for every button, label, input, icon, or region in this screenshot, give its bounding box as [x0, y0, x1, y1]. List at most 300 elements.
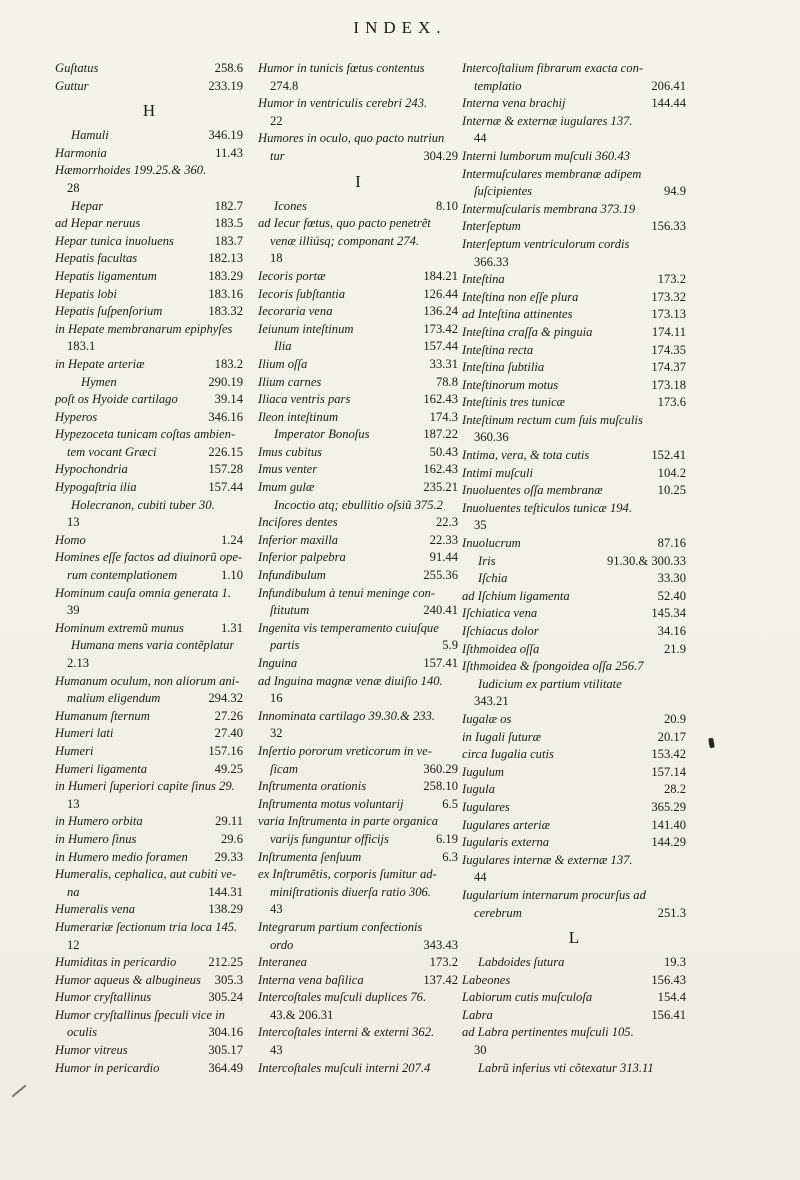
- entry-continuation-text: 13: [67, 796, 80, 811]
- entry-page-ref: 78.8: [435, 374, 458, 389]
- entry-term: Intimi muſculi: [462, 465, 534, 480]
- entry-term: in Hepate membranarum epiphyſes: [55, 321, 233, 336]
- entry-term: Humor vitreus: [55, 1043, 128, 1058]
- index-entry: [55, 585, 243, 603]
- entry-term: Hepar tunica inuoluens: [55, 233, 174, 248]
- entry-term: Humerariæ ſectionum tria loca 145.: [55, 919, 238, 934]
- entry-page-ref: 174.37: [651, 360, 686, 375]
- index-entry-continuation: [462, 869, 686, 887]
- entry-term: Humor in pericardio: [55, 1060, 160, 1075]
- entry-term: ad Inguina magnæ venæ diuiſio 140.: [258, 673, 443, 688]
- entry-continuation-text: 183.1: [67, 339, 96, 354]
- index-column-2: [258, 60, 458, 1077]
- index-entry: [258, 321, 458, 339]
- entry-term: Labrũ inferius vti cõtexatur 313.11: [478, 1060, 654, 1075]
- index-entry: [55, 761, 243, 779]
- index-entry: [55, 972, 243, 990]
- entry-term: Humor in ventriculis cerebri 243.: [258, 96, 428, 111]
- index-entry: [462, 113, 686, 131]
- entry-continuation-text: 360.36: [474, 430, 509, 445]
- entry-term: Inferior palpebra: [258, 550, 346, 565]
- entry-page-ref: 152.41: [651, 448, 686, 463]
- entry-page-ref: 173.18: [651, 377, 686, 392]
- entry-page-ref: 10.25: [657, 483, 686, 498]
- entry-page-ref: 20.17: [657, 729, 686, 744]
- entry-term: Inferior maxilla: [258, 532, 339, 547]
- entry-continuation-text: 39: [67, 603, 80, 618]
- entry-term: Inciſores dentes: [258, 515, 338, 530]
- entry-page-ref: 174.35: [651, 342, 686, 357]
- entry-term: Guttur: [55, 78, 89, 93]
- entry-term: Interna vena brachij: [462, 96, 566, 111]
- entry-page-ref: 343.43: [423, 937, 458, 952]
- index-entry-continuation: [258, 233, 458, 251]
- entry-page-ref: 154.4: [657, 990, 686, 1005]
- index-entry: [462, 60, 686, 78]
- entry-continuation-text: 22: [270, 113, 283, 128]
- entry-continuation-text: tur: [270, 148, 285, 163]
- entry-page-ref: 20.9: [663, 711, 686, 726]
- index-entry-continuation: [462, 517, 686, 535]
- index-entry: [55, 532, 243, 550]
- entry-page-ref: 364.49: [208, 1060, 243, 1075]
- entry-page-ref: 5.9: [442, 638, 458, 653]
- entry-term: Interanea: [258, 955, 307, 970]
- entry-page-ref: 173.6: [657, 395, 686, 410]
- entry-term: in Humero medio foramen: [55, 849, 188, 864]
- entry-page-ref: 1.10: [220, 568, 243, 583]
- index-entry-continuation: [258, 831, 458, 849]
- entry-continuation-text: 13: [67, 515, 80, 530]
- index-entry: [258, 444, 458, 462]
- entry-term: Labeones: [462, 972, 511, 987]
- entry-term: Humor in tunicis fœtus contentus: [258, 61, 425, 75]
- index-entry: [55, 356, 243, 374]
- index-entry: [258, 989, 458, 1007]
- entry-term: in Humero orbita: [55, 814, 143, 829]
- entry-term: Infundibulum: [258, 568, 326, 583]
- entry-term: Humana mens varia contẽplatur: [71, 638, 235, 653]
- entry-continuation-text: miniſtrationis diuerſa ratio 306.: [270, 884, 431, 899]
- entry-continuation-text: ſtitutum: [270, 603, 310, 618]
- entry-page-ref: 173.32: [651, 289, 686, 304]
- index-entry: [55, 1042, 243, 1060]
- entry-term: Labiorum cutis muſculoſa: [462, 990, 593, 1005]
- index-entry: [55, 620, 243, 638]
- entry-term: Intima, vera, & tota cutis: [462, 448, 590, 463]
- index-entry: [258, 268, 458, 286]
- entry-term: Labra: [462, 1007, 493, 1022]
- index-entry-continuation: [258, 690, 458, 708]
- entry-page-ref: 157.44: [423, 339, 458, 354]
- entry-term: Iſchiatica vena: [462, 606, 538, 621]
- index-entry: [462, 271, 686, 289]
- entry-page-ref: 173.2: [657, 272, 686, 287]
- entry-term: Hypochondria: [55, 462, 128, 477]
- entry-continuation-text: 44: [474, 870, 487, 885]
- entry-page-ref: 183.5: [214, 216, 243, 231]
- entry-page-ref: 126.44: [423, 286, 458, 301]
- entry-continuation-text: 28: [67, 180, 80, 195]
- entry-continuation-text: templatio: [474, 78, 522, 93]
- index-entry: [55, 813, 243, 831]
- index-entry: [462, 799, 686, 817]
- entry-term: Iugularis externa: [462, 835, 550, 850]
- entry-page-ref: 365.29: [651, 799, 686, 814]
- entry-term: Interſeptum: [462, 219, 521, 234]
- entry-term: Inuoluentes teſticulos tunicæ 194.: [462, 500, 632, 515]
- index-entry: [55, 321, 243, 339]
- entry-term: Imum gulæ: [258, 480, 315, 495]
- entry-page-ref: 258.6: [214, 61, 243, 75]
- entry-page-ref: 157.14: [651, 764, 686, 779]
- index-entry: [462, 1007, 686, 1025]
- index-entry: [462, 166, 686, 184]
- entry-continuation-text: ordo: [270, 937, 294, 952]
- entry-continuation-text: 44: [474, 131, 487, 146]
- entry-continuation-text: oculis: [67, 1025, 98, 1040]
- entry-term: Intermuſcularis membrana 373.19: [462, 201, 636, 216]
- entry-term: Inſtrumenta motus voluntarij: [258, 796, 404, 811]
- index-entry-continuation: [55, 514, 243, 532]
- entry-term: Humor aqueus & albugineus: [55, 972, 201, 987]
- entry-term: Inteſtina non eſſe plura: [462, 289, 579, 304]
- entry-term: Humiditas in pericardio: [55, 955, 177, 970]
- index-entry: [55, 233, 243, 251]
- index-entry: [258, 356, 458, 374]
- index-entry: [462, 834, 686, 852]
- entry-page-ref: 11.43: [215, 145, 243, 160]
- index-entry-continuation: [258, 148, 458, 166]
- entry-page-ref: 27.40: [214, 726, 243, 741]
- index-entry: [462, 852, 686, 870]
- entry-term: Internæ & externæ iugulares 137.: [462, 113, 633, 128]
- entry-page-ref: 174.11: [651, 324, 686, 339]
- entry-term: Interna vena baſilica: [258, 972, 364, 987]
- entry-page-ref: 39.14: [214, 392, 243, 407]
- index-entry: [462, 289, 686, 307]
- index-entry-continuation: [55, 655, 243, 673]
- entry-page-ref: 104.2: [657, 465, 686, 480]
- entry-term: Intercoſtales muſculi interni 207.4: [258, 1060, 431, 1075]
- index-entry: [462, 588, 686, 606]
- page-crease-mark: [11, 1084, 26, 1097]
- entry-page-ref: 136.24: [423, 304, 458, 319]
- entry-page-ref: 33.30: [657, 571, 686, 586]
- entry-term: Icones: [274, 198, 307, 213]
- entry-term: Intercoſtalium fibrarum exacta con-: [462, 61, 644, 75]
- index-entry: [258, 708, 458, 726]
- index-entry: [258, 567, 458, 585]
- entry-continuation-text: 32: [270, 726, 283, 741]
- entry-page-ref: 304.16: [208, 1025, 243, 1040]
- entry-term: in Humeri ſuperiori capite ſinus 29.: [55, 779, 235, 794]
- entry-term: Iugulares: [462, 799, 510, 814]
- entry-term: Hominum extremũ munus: [55, 620, 184, 635]
- entry-page-ref: 305.17: [208, 1043, 243, 1058]
- index-entry: [55, 549, 243, 567]
- entry-continuation-text: 30: [474, 1043, 487, 1058]
- entry-continuation-text: 343.21: [474, 694, 509, 709]
- index-entry: [55, 286, 243, 304]
- entry-page-ref: 29.6: [220, 831, 243, 846]
- index-entry-continuation: [258, 901, 458, 919]
- entry-page-ref: 233.19: [208, 78, 243, 93]
- index-entry: [258, 796, 458, 814]
- entry-term: Hypezoceta tunicam coſtas ambien-: [55, 427, 236, 442]
- entry-page-ref: 182.13: [208, 251, 243, 266]
- entry-page-ref: 91.44: [429, 550, 458, 565]
- entry-continuation-text: venæ illiúsq; componant 274.: [270, 233, 420, 248]
- entry-term: Humeralis, cephalica, aut cubiti ve-: [55, 867, 237, 882]
- entry-page-ref: 137.42: [423, 972, 458, 987]
- index-entry: [258, 497, 458, 515]
- entry-term: Inteſtina ſubtilia: [462, 360, 545, 375]
- index-entry: [258, 866, 458, 884]
- index-entry: [462, 482, 686, 500]
- entry-term: Iugalæ os: [462, 711, 512, 726]
- entry-page-ref: 145.34: [651, 606, 686, 621]
- entry-term: Inteſtinum rectum cum ſuis muſculis: [462, 412, 643, 427]
- entry-page-ref: 173.13: [651, 307, 686, 322]
- entry-term: Ileon inteſtinum: [258, 409, 339, 424]
- index-entry: [55, 919, 243, 937]
- entry-continuation-text: 274.8: [270, 78, 299, 93]
- entry-term: Guſtatus: [55, 61, 99, 75]
- entry-page-ref: 138.29: [208, 902, 243, 917]
- entry-page-ref: 346.19: [208, 128, 243, 143]
- entry-page-ref: 212.25: [208, 955, 243, 970]
- entry-page-ref: 157.41: [423, 656, 458, 670]
- entry-term: Hamuli: [71, 128, 109, 143]
- entry-page-ref: 153.42: [651, 747, 686, 762]
- entry-page-ref: 240.41: [423, 603, 458, 618]
- index-entry: [258, 778, 458, 796]
- entry-page-ref: 6.3: [442, 849, 458, 864]
- index-entry: [55, 743, 243, 761]
- index-entry: [55, 497, 243, 515]
- entry-page-ref: 346.16: [208, 409, 243, 424]
- entry-page-ref: 94.9: [663, 184, 686, 199]
- index-entry: [55, 901, 243, 919]
- entry-term: in Hepate arteriæ: [55, 356, 145, 371]
- index-entry: [258, 919, 458, 937]
- index-entry-continuation: [462, 183, 686, 201]
- index-entry: [55, 250, 243, 268]
- entry-page-ref: 183.7: [214, 233, 243, 248]
- index-entry: [462, 535, 686, 553]
- entry-term: ad Hepar neruus: [55, 216, 141, 231]
- entry-page-ref: 184.21: [423, 268, 458, 283]
- index-entry-continuation: [258, 725, 458, 743]
- entry-page-ref: 305.3: [214, 972, 243, 987]
- index-entry: [55, 127, 243, 145]
- entry-term: Integrarum partium confectionis: [258, 919, 423, 934]
- index-entry: [258, 461, 458, 479]
- index-entry: [462, 954, 686, 972]
- entry-term: Humanum ſternum: [55, 708, 150, 723]
- index-entry: [258, 198, 458, 216]
- index-entry: [55, 60, 243, 78]
- entry-term: Intercoſtales interni & externi 362.: [258, 1025, 435, 1040]
- index-entry: [55, 426, 243, 444]
- entry-page-ref: 1.31: [220, 620, 243, 635]
- index-entry: [258, 60, 458, 78]
- index-entry: [462, 623, 686, 641]
- entry-term: Humeralis vena: [55, 902, 136, 917]
- entry-term: ad Inteſtina attinentes: [462, 307, 573, 322]
- entry-continuation-text: na: [67, 884, 80, 899]
- index-entry: [462, 394, 686, 412]
- entry-page-ref: 360.29: [423, 761, 458, 776]
- entry-page-ref: 305.24: [208, 990, 243, 1005]
- index-entry: [462, 447, 686, 465]
- entry-page-ref: 22.3: [435, 515, 458, 530]
- entry-continuation-text: cerebrum: [474, 905, 522, 920]
- index-entry-continuation: [55, 796, 243, 814]
- index-entry: [258, 215, 458, 233]
- entry-term: Iris: [478, 553, 496, 568]
- index-entry-continuation: [55, 602, 243, 620]
- index-entry-continuation: [258, 1007, 458, 1025]
- entry-term: Iſchia: [478, 571, 508, 586]
- index-entry: [462, 764, 686, 782]
- entry-term: Humor cryſtallinus ſpeculi vice in: [55, 1007, 225, 1022]
- entry-page-ref: 187.22: [423, 427, 458, 442]
- index-entry: [462, 746, 686, 764]
- entry-page-ref: 206.41: [651, 78, 686, 93]
- entry-page-ref: 183.29: [208, 268, 243, 283]
- entry-page-ref: 183.32: [208, 304, 243, 319]
- entry-term: Inuoluentes oſſa membranæ: [462, 483, 603, 498]
- entry-term: Iſthmoidea oſſa: [462, 641, 540, 656]
- entry-term: Imperator Bonoſus: [274, 427, 370, 442]
- section-letter: H: [142, 101, 156, 121]
- entry-page-ref: 162.43: [423, 462, 458, 477]
- index-entry-continuation: [258, 637, 458, 655]
- entry-term: Hæmorrhoides 199.25.& 360.: [55, 163, 207, 178]
- entry-term: Hominum cauſa omnia generata 1.: [55, 585, 231, 600]
- entry-term: Hepatis ſuſpenſorium: [55, 304, 163, 319]
- entry-term: Inſtrumenta orationis: [258, 779, 367, 794]
- index-entry: [462, 201, 686, 219]
- entry-term: Iugulum: [462, 764, 504, 779]
- index-entry: [258, 286, 458, 304]
- entry-page-ref: 21.9: [663, 641, 686, 656]
- index-entry: [462, 605, 686, 623]
- index-entry: [462, 95, 686, 113]
- index-entry: [55, 1007, 243, 1025]
- index-entry: [258, 620, 458, 638]
- entry-term: Inſtrumenta ſenſuum: [258, 849, 362, 864]
- entry-term: Inteſtina craſſa & pinguia: [462, 324, 593, 339]
- index-entry: [258, 532, 458, 550]
- entry-term: Homo: [55, 532, 86, 547]
- index-entry: [462, 500, 686, 518]
- entry-term: Inteſtina recta: [462, 342, 534, 357]
- entry-term: in Humero ſinus: [55, 831, 137, 846]
- entry-continuation-text: ſuſcipientes: [474, 184, 533, 199]
- index-entry-continuation: [258, 761, 458, 779]
- entry-term: varia Inſtrumenta in parte organica: [258, 814, 439, 829]
- entry-continuation-text: 43.& 206.31: [270, 1007, 334, 1022]
- entry-term: Iecoraria vena: [258, 304, 333, 319]
- entry-term: Hyperos: [55, 409, 98, 424]
- entry-term: Ilia: [274, 339, 292, 354]
- index-column-1: [55, 60, 243, 1077]
- entry-term: Hepar: [71, 198, 104, 213]
- entry-term: Imus venter: [258, 462, 318, 477]
- entry-term: Harmonia: [55, 145, 107, 160]
- entry-page-ref: 28.2: [663, 782, 686, 797]
- entry-page-ref: 91.30.& 300.33: [606, 553, 686, 568]
- entry-page-ref: 304.29: [423, 148, 458, 163]
- entry-continuation-text: malium eligendum: [67, 691, 161, 706]
- entry-term: Humeri ligamenta: [55, 761, 147, 776]
- index-entry: [462, 989, 686, 1007]
- index-entry: [55, 78, 243, 96]
- index-entry: [258, 813, 458, 831]
- entry-page-ref: 50.43: [429, 444, 458, 459]
- index-entry-continuation: [55, 180, 243, 198]
- index-entry-continuation: [258, 884, 458, 902]
- entry-term: Iſthmoidea & ſpongoidea oſſa 256.7: [462, 659, 644, 674]
- entry-term: ad Iecur fœtus, quo pacto penetrẽt: [258, 216, 431, 231]
- index-entry: [258, 391, 458, 409]
- index-entry: [55, 673, 243, 691]
- index-entry: [258, 338, 458, 356]
- index-entry: [55, 866, 243, 884]
- entry-page-ref: 33.31: [429, 356, 458, 371]
- index-entry: [462, 1060, 686, 1078]
- entry-page-ref: 1.24: [220, 532, 243, 547]
- index-entry-continuation: [258, 113, 458, 131]
- entry-page-ref: 173.42: [423, 321, 458, 336]
- entry-term: Humanum oculum, non aliorum ani-: [55, 673, 240, 688]
- index-entry: [462, 676, 686, 694]
- entry-page-ref: 157.16: [208, 743, 243, 758]
- entry-page-ref: 34.16: [657, 624, 686, 638]
- entry-term: Hepatis facultas: [55, 251, 138, 266]
- index-entry: [462, 570, 686, 588]
- index-entry: [258, 972, 458, 990]
- index-entry: [258, 585, 458, 603]
- entry-page-ref: 157.44: [208, 480, 243, 495]
- index-entry: [258, 374, 458, 392]
- entry-page-ref: 157.28: [208, 462, 243, 477]
- index-entry: [55, 461, 243, 479]
- entry-continuation-text: 16: [270, 691, 283, 706]
- index-entry: [55, 215, 243, 233]
- index-entry: [55, 162, 243, 180]
- index-entry: [462, 781, 686, 799]
- entry-term: Iugulares internæ & externæ 137.: [462, 852, 633, 867]
- entry-term: Inteſtinorum motus: [462, 377, 559, 392]
- index-entry: [55, 708, 243, 726]
- index-entry: [258, 743, 458, 761]
- entry-page-ref: 87.16: [657, 536, 686, 551]
- entry-continuation-text: 2.13: [67, 656, 90, 670]
- entry-page-ref: 183.16: [208, 286, 243, 301]
- index-entry: [462, 711, 686, 729]
- entry-page-ref: 49.25: [214, 761, 243, 776]
- index-entry: [462, 342, 686, 360]
- index-entry: [462, 412, 686, 430]
- index-entry: [462, 236, 686, 254]
- index-entry: [462, 359, 686, 377]
- entry-page-ref: 144.29: [651, 835, 686, 850]
- index-entry: [258, 303, 458, 321]
